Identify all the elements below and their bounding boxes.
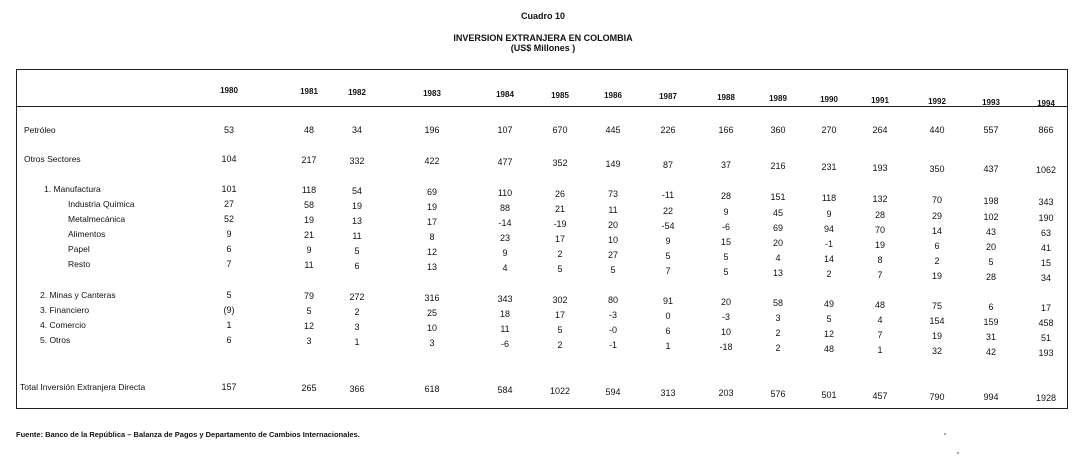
year-header: 1990 — [820, 95, 838, 104]
row-label: Industria Química — [68, 199, 135, 209]
table-cell: 457 — [872, 390, 888, 401]
table-cell: 5 — [354, 246, 360, 256]
table-cell: (9) — [223, 305, 235, 315]
table-cell: 9 — [502, 248, 508, 258]
year-header: 1983 — [423, 88, 441, 98]
table-cell: 110 — [497, 187, 513, 198]
table-cell: 41 — [1040, 243, 1051, 253]
table-cell: 360 — [770, 125, 786, 135]
table-cell: 149 — [605, 158, 621, 169]
table-cell: 226 — [660, 125, 676, 135]
table-cell: 14 — [823, 254, 834, 264]
table-number: Cuadro 10 — [520, 11, 565, 21]
table-cell: 104 — [221, 154, 237, 164]
row-label: Alimentos — [68, 229, 106, 239]
source-note: Fuente: Banco de la República – Balanza de Pagos y Departamento de Cambios Internacionales. — [16, 430, 360, 439]
table-cell: 790 — [929, 391, 945, 402]
header-divider — [16, 106, 1068, 107]
table-cell: 4 — [775, 253, 781, 263]
year-header: 1994 — [1037, 98, 1055, 108]
table-cell: 1022 — [549, 386, 571, 396]
table-cell: 343 — [1038, 196, 1054, 207]
table-cell: 58 — [303, 200, 314, 210]
table-cell: 91 — [662, 296, 673, 307]
table-cell: 3 — [775, 313, 781, 324]
table-cell: 316 — [424, 292, 440, 303]
table-cell: 58 — [772, 298, 783, 309]
table-cell: 352 — [552, 158, 568, 168]
table-cell: 5 — [557, 264, 563, 274]
year-header: 1991 — [871, 95, 889, 105]
table-cell: -3 — [721, 312, 730, 323]
table-cell: -14 — [498, 218, 512, 228]
table-cell: 37 — [720, 160, 731, 171]
table-cell: 151 — [770, 192, 786, 203]
table-cell: 1 — [226, 320, 232, 330]
table-cell: 8 — [429, 232, 435, 242]
table-cell: 7 — [665, 266, 671, 276]
table-cell: 5 — [610, 265, 616, 275]
table-cell: 48 — [874, 299, 885, 310]
table-cell: 231 — [821, 162, 837, 172]
table-cell: 13 — [426, 262, 437, 272]
year-header: 1988 — [717, 93, 735, 103]
table-cell: -6 — [500, 338, 509, 349]
table-cell: 1062 — [1035, 165, 1057, 176]
table-cell: 154 — [929, 315, 945, 326]
table-cell: 445 — [605, 125, 621, 135]
table-cell: 458 — [1038, 317, 1054, 328]
row-label: Resto — [68, 259, 91, 269]
table-cell: 5 — [226, 290, 232, 300]
table-cell: 159 — [983, 316, 999, 327]
row-label: Metalmecánica — [68, 214, 126, 224]
table-cell: 25 — [426, 307, 437, 318]
table-cell: 5 — [723, 252, 729, 262]
table-cell: 14 — [931, 226, 942, 236]
table-cell: -19 — [553, 219, 567, 229]
table-cell: 88 — [499, 203, 510, 213]
table-cell: 270 — [821, 125, 837, 135]
scan-speck — [957, 452, 959, 454]
table-cell: 594 — [605, 386, 621, 397]
table-cell: 9 — [306, 245, 312, 255]
table-cell: 12 — [823, 329, 834, 339]
table-cell: 0 — [665, 311, 671, 322]
scan-speck — [944, 433, 946, 435]
year-header: 1982 — [348, 87, 366, 97]
row-label: 2. Minas y Canteras — [40, 290, 116, 300]
table-cell: 19 — [874, 240, 885, 250]
table-cell: 7 — [877, 329, 883, 340]
table-cell: 422 — [424, 156, 440, 167]
row-label: Petróleo — [24, 125, 56, 135]
table-cell: 193 — [872, 162, 888, 173]
table-cell: 29 — [931, 211, 942, 221]
row-label: Otros Sectores — [24, 154, 81, 164]
table-cell: 8 — [877, 255, 883, 265]
table-cell: 43 — [985, 227, 996, 237]
year-header: 1980 — [220, 86, 238, 95]
table-cell: 87 — [662, 159, 673, 170]
table-cell: 11 — [304, 260, 314, 270]
table-cell: 132 — [872, 193, 888, 204]
table-cell: 102 — [983, 212, 999, 222]
table-cell: 2 — [775, 328, 781, 339]
table-cell: 193 — [1038, 347, 1054, 358]
table-cell: 5 — [826, 314, 832, 324]
table-cell: 20 — [985, 242, 996, 252]
table-cell: 265 — [301, 382, 317, 393]
table-cell: 166 — [718, 125, 734, 135]
table-cell: 437 — [983, 164, 999, 175]
table-cell: 440 — [929, 125, 945, 135]
table-cell: 1 — [354, 336, 360, 347]
table-cell: 5 — [557, 324, 563, 335]
table-cell: 6 — [988, 301, 994, 312]
table-cell: 17 — [1040, 302, 1051, 313]
table-cell: 34 — [1040, 273, 1051, 283]
table-cell: 20 — [720, 297, 731, 308]
table-cell: 366 — [349, 383, 365, 394]
table-cell: 1928 — [1035, 393, 1057, 404]
table-cell: 7 — [877, 270, 883, 280]
table-cell: 48 — [823, 344, 834, 354]
table-cell: 75 — [931, 300, 942, 311]
table-cell: 69 — [772, 223, 783, 233]
table-cell: 48 — [303, 125, 314, 135]
table-cell: 7 — [226, 259, 232, 269]
table-cell: 2 — [557, 249, 563, 259]
table-cell: 17 — [554, 234, 565, 244]
table-cell: 32 — [931, 345, 942, 356]
table-cell: 2 — [775, 343, 781, 354]
table-cell: 19 — [931, 271, 942, 281]
table-cell: -0 — [608, 325, 617, 336]
table-cell: -18 — [719, 342, 733, 353]
row-label: 1. Manufactura — [44, 184, 101, 194]
table-cell: 576 — [770, 389, 786, 400]
table-cell: 19 — [351, 201, 362, 211]
table-cell: 118 — [821, 193, 837, 203]
table-cell: 28 — [874, 210, 885, 220]
table-cell: 101 — [221, 184, 237, 194]
table-title: INVERSION EXTRANJERA EN COLOMBIA — [453, 33, 633, 43]
table-cell: -54 — [661, 221, 675, 231]
table-cell: -6 — [721, 222, 730, 232]
table-cell: 28 — [985, 272, 996, 282]
table-cell: 5 — [723, 267, 729, 277]
row-label: Total Inversión Extranjera Directa — [20, 382, 146, 392]
table-cell: 332 — [349, 155, 365, 166]
table-cell: 584 — [497, 385, 513, 396]
table-cell: 6 — [354, 261, 360, 271]
table-cell: 118 — [301, 184, 317, 195]
year-header: 1985 — [551, 90, 569, 100]
table-cell: 11 — [608, 205, 618, 215]
table-cell: 477 — [497, 157, 513, 168]
table-cell: 343 — [497, 293, 513, 304]
table-cell: 557 — [983, 125, 999, 135]
table-cell: 10 — [426, 322, 437, 333]
table-units: (US$ Millones ) — [510, 43, 576, 53]
table-cell: 34 — [351, 125, 362, 135]
table-cell: 22 — [662, 206, 673, 216]
table-cell: 501 — [821, 390, 837, 400]
table-cell: 70 — [931, 194, 942, 205]
row-label: 4. Comercio — [40, 320, 86, 330]
table-cell: 216 — [770, 161, 786, 172]
table-cell: 9 — [723, 207, 729, 217]
table-cell: 31 — [985, 331, 996, 342]
table-cell: 4 — [877, 314, 883, 325]
year-header: 1981 — [300, 86, 318, 96]
table-cell: 2 — [557, 339, 563, 350]
table-cell: 3 — [306, 335, 312, 346]
table-cell: 73 — [607, 189, 618, 200]
table-cell: 17 — [426, 217, 437, 227]
table-cell: 42 — [985, 346, 996, 357]
table-cell: 49 — [823, 299, 834, 309]
table-cell: 272 — [349, 291, 365, 302]
table-cell: 11 — [500, 323, 510, 334]
year-header: 1986 — [604, 91, 622, 101]
table-cell: 12 — [303, 320, 314, 331]
table-cell: 19 — [426, 202, 437, 212]
row-label: 5. Otros — [40, 335, 71, 345]
table-cell: 5 — [665, 251, 671, 261]
table-cell: 2 — [354, 306, 360, 317]
table-cell: 313 — [660, 387, 676, 398]
table-cell: 2 — [826, 269, 832, 279]
table-cell: 10 — [607, 235, 618, 245]
table-cell: 70 — [874, 225, 885, 235]
table-cell: 203 — [718, 388, 734, 399]
table-cell: 13 — [351, 216, 362, 226]
table-cell: 866 — [1038, 125, 1054, 135]
row-label: 3. Financiero — [40, 305, 90, 315]
table-cell: 6 — [226, 244, 232, 254]
table-cell: -11 — [661, 190, 675, 201]
year-header: 1984 — [496, 89, 514, 99]
table-cell: 13 — [772, 268, 783, 278]
table-cell: 6 — [934, 241, 940, 251]
table-cell: 54 — [351, 185, 362, 196]
table-cell: 196 — [424, 125, 440, 135]
table-cell: 19 — [931, 330, 942, 341]
table-cell: 1 — [877, 344, 883, 355]
table-cell: 20 — [607, 220, 618, 230]
table-cell: 80 — [607, 295, 618, 306]
table-cell: 670 — [552, 125, 568, 135]
table-cell: 63 — [1040, 228, 1051, 238]
table-cell: 9 — [826, 209, 832, 219]
table-cell: 1 — [665, 341, 671, 352]
table-cell: 45 — [772, 208, 783, 218]
table-cell: 4 — [502, 263, 508, 273]
table-cell: 994 — [983, 392, 999, 403]
table-cell: 302 — [552, 294, 568, 305]
table-cell: 17 — [554, 309, 565, 320]
table-cell: 27 — [223, 199, 234, 209]
table-cell: 15 — [1040, 258, 1051, 268]
table-cell: 107 — [497, 125, 513, 135]
table-cell: 264 — [872, 125, 888, 135]
table-cell: 21 — [303, 230, 314, 240]
table-cell: 18 — [499, 308, 510, 319]
year-header: 1987 — [659, 92, 677, 102]
table-cell: 9 — [665, 236, 671, 246]
table-cell: 157 — [221, 382, 237, 392]
table-cell: 19 — [303, 215, 314, 225]
table-cell: 28 — [720, 191, 731, 202]
table-cell: 9 — [226, 229, 232, 239]
table-cell: 3 — [354, 321, 360, 332]
table-cell: 350 — [929, 163, 945, 174]
table-cell: 190 — [1038, 213, 1054, 223]
table-cell: 12 — [426, 247, 437, 257]
table-cell: 198 — [983, 195, 999, 206]
table-cell: 52 — [223, 214, 234, 224]
table-cell: 10 — [720, 327, 731, 338]
year-header: 1989 — [769, 94, 787, 104]
table-cell: 23 — [499, 233, 510, 243]
year-header: 1993 — [982, 97, 1000, 107]
table-cell: -1 — [824, 239, 833, 249]
table-cell: 217 — [301, 154, 317, 165]
table-cell: -3 — [608, 310, 617, 321]
table-cell: 618 — [424, 384, 440, 395]
row-label: Papel — [68, 244, 90, 254]
table-cell: 5 — [988, 257, 994, 267]
table-cell: 5 — [306, 305, 312, 316]
table-cell: 27 — [607, 250, 618, 260]
table-cell: 20 — [772, 238, 783, 248]
table-cell: 11 — [352, 231, 362, 241]
table-cell: 94 — [823, 224, 834, 234]
table-cell: 26 — [554, 188, 565, 199]
table-cell: 6 — [665, 326, 671, 337]
table-cell: -1 — [608, 340, 617, 351]
table-cell: 15 — [720, 237, 731, 247]
table-cell: 79 — [303, 290, 314, 301]
table-cell: 69 — [426, 186, 437, 197]
table-cell: 2 — [934, 256, 940, 266]
table-cell: 51 — [1040, 332, 1051, 343]
table-cell: 53 — [223, 125, 234, 135]
table-cell: 21 — [554, 204, 565, 214]
year-header: 1992 — [928, 96, 946, 106]
table-cell: 6 — [226, 335, 232, 345]
table-cell: 3 — [429, 337, 435, 348]
